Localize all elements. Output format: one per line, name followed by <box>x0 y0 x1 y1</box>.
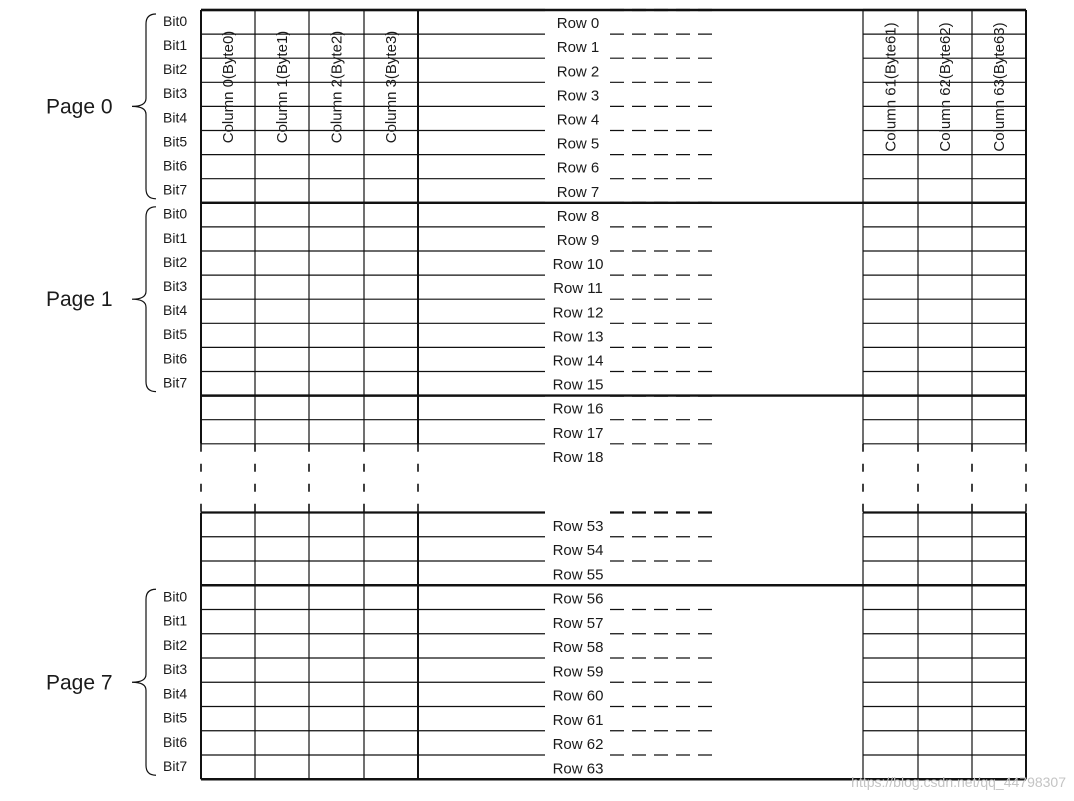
row-label: Row 57 <box>552 614 604 632</box>
page-brace <box>132 14 156 199</box>
row-label: Row 5 <box>556 135 600 153</box>
column-label: Column 1(Byte1) <box>274 30 291 144</box>
page-label: Page 1 <box>46 288 113 312</box>
row-label: Row 63 <box>552 760 604 778</box>
bit-label: Bit4 <box>163 109 188 126</box>
page-brace <box>132 589 156 775</box>
column-label: Column 3(Byte3) <box>383 30 400 144</box>
row-label: Row 15 <box>552 376 604 394</box>
bit-label: Bit1 <box>163 229 188 246</box>
bit-label: Bit6 <box>163 157 188 174</box>
bit-label: Bit6 <box>163 733 188 750</box>
page-label: Page 0 <box>46 95 113 119</box>
bit-label: Bit7 <box>163 374 188 391</box>
bit-label: Bit0 <box>163 205 188 222</box>
row-label: Row 53 <box>552 517 604 535</box>
bit-label: Bit1 <box>163 37 188 54</box>
bit-label: Bit2 <box>163 61 188 78</box>
column-label: Column 2(Byte2) <box>328 30 346 144</box>
row-label: Row 2 <box>556 63 600 81</box>
row-label: Row 59 <box>552 663 604 681</box>
grid-lines <box>201 10 1026 779</box>
row-label: Row 13 <box>552 328 604 346</box>
bit-label: Bit5 <box>163 326 188 343</box>
column-label: Column 63(Byte63) <box>991 22 1008 152</box>
row-label: Row 9 <box>556 232 600 249</box>
page-groups <box>46 13 187 775</box>
row-label: Row 61 <box>552 711 604 729</box>
row-label: Row 54 <box>552 542 604 559</box>
bit-label: Bit0 <box>163 588 188 605</box>
column-labels <box>220 22 1008 151</box>
column-label: Column 61(Byte61) <box>882 22 900 152</box>
bit-label: Bit4 <box>163 302 188 319</box>
row-label: Row 11 <box>553 280 603 298</box>
bit-label: Bit3 <box>163 661 188 678</box>
row-label: Row 17 <box>552 424 604 442</box>
row-label: Row 7 <box>556 183 600 201</box>
bit-label: Bit5 <box>163 709 188 726</box>
row-label: Row 60 <box>552 687 604 705</box>
row-label: Row 55 <box>552 566 604 584</box>
row-label: Row 62 <box>552 736 604 753</box>
bit-label: Bit3 <box>163 85 188 102</box>
bit-label: Bit7 <box>163 181 188 198</box>
bit-label: Bit7 <box>163 758 188 775</box>
watermark: https://blog.csdn.net/qq_44798307 <box>851 774 1066 790</box>
row-label: Row 1 <box>556 39 600 57</box>
row-label: Row 14 <box>552 352 604 370</box>
bit-label: Bit4 <box>163 685 188 702</box>
bit-label: Bit2 <box>163 253 188 270</box>
page-label: Page 7 <box>46 671 113 695</box>
row-label: Row 4 <box>556 111 600 129</box>
row-label: Row 58 <box>552 639 604 656</box>
bit-label: Bit5 <box>163 133 188 150</box>
page-brace <box>132 207 156 392</box>
column-label: Column 62(Byte62) <box>937 22 954 152</box>
row-label: Row 18 <box>552 448 604 466</box>
row-label: Row 0 <box>556 15 600 33</box>
row-label: Row 10 <box>552 256 604 274</box>
row-label: Row 8 <box>556 207 600 225</box>
bit-label: Bit1 <box>163 612 188 629</box>
row-label: Row 3 <box>556 87 600 105</box>
row-label: Row 56 <box>552 590 604 608</box>
bit-label: Bit2 <box>163 636 188 653</box>
column-label: Column 0(Byte0) <box>220 30 237 144</box>
bit-label: Bit3 <box>163 278 188 295</box>
row-label: Row 16 <box>552 400 604 418</box>
row-label: Row 6 <box>556 159 600 177</box>
bit-label: Bit0 <box>163 12 188 29</box>
row-label: Row 12 <box>552 304 604 322</box>
bit-label: Bit6 <box>163 350 188 367</box>
